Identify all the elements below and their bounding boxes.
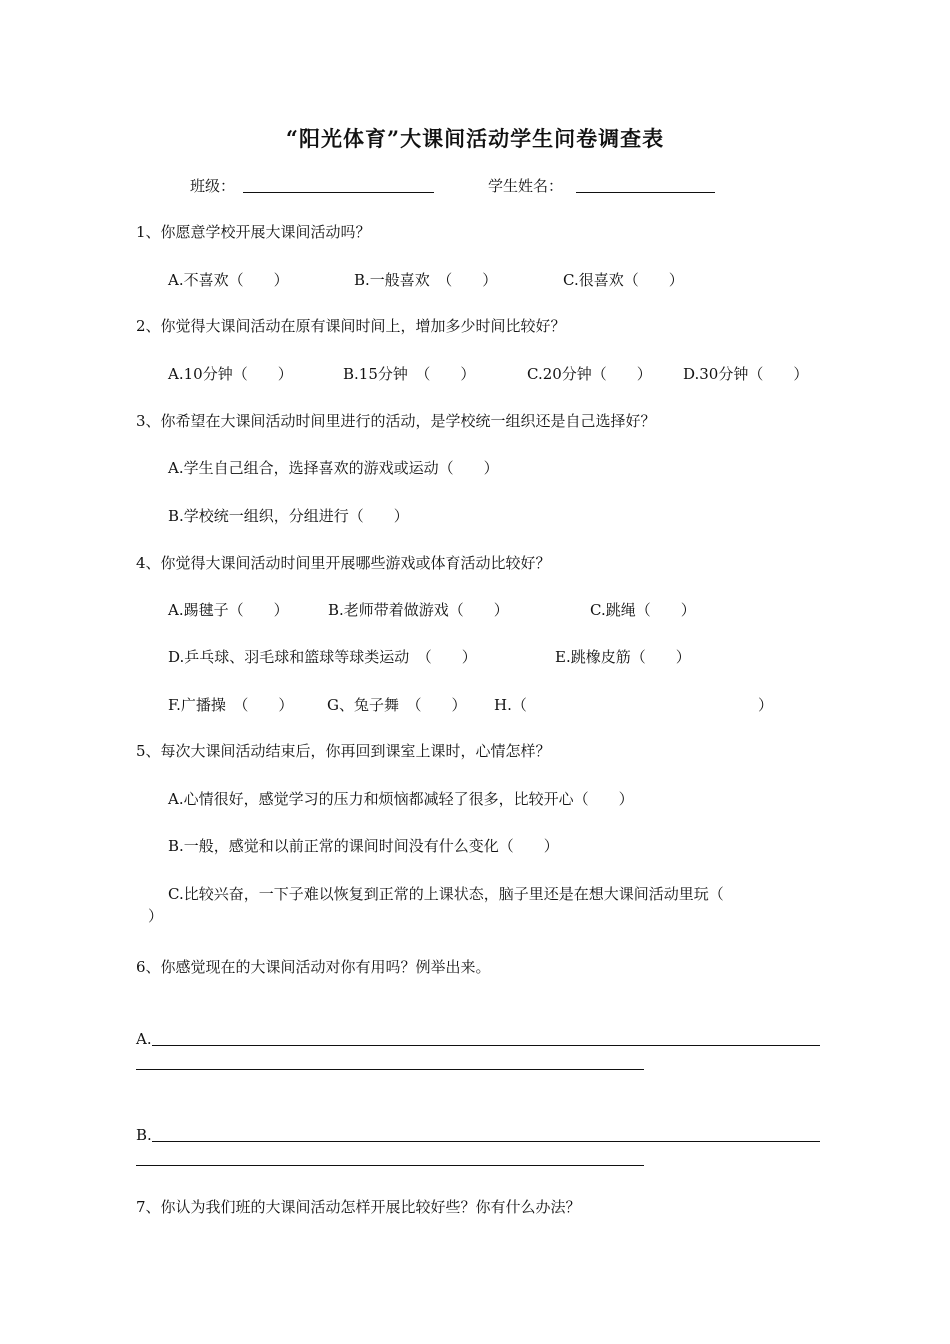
q6-answer-b-label: B. bbox=[136, 1126, 152, 1144]
q5-option-a[interactable]: A.心情很好，感觉学习的压力和烦恼都减轻了很多，比较开心（ ） bbox=[168, 790, 634, 808]
q2-option-a[interactable]: A.10分钟（ ） bbox=[168, 365, 293, 383]
page-title: “阳光体育”大课间活动学生问卷调查表 bbox=[285, 126, 665, 151]
q4-option-b[interactable]: B.老师带着做游戏（ ） bbox=[328, 601, 509, 619]
student-name-label: 学生姓名： bbox=[488, 177, 564, 195]
class-field[interactable] bbox=[243, 192, 434, 193]
q4-option-e[interactable]: E.跳橡皮筋（ ） bbox=[555, 648, 691, 666]
q4-option-h-close: ） bbox=[758, 696, 774, 714]
q6-answer-b-line-2[interactable] bbox=[136, 1165, 644, 1166]
question-3: 3、你希望在大课间活动时间里进行的活动，是学校统一组织还是自己选择好？ bbox=[136, 412, 656, 430]
question-5: 5、每次大课间活动结束后，你再回到课室上课时，心情怎样？ bbox=[136, 742, 551, 760]
question-7: 7、你认为我们班的大课间活动怎样开展比较好些？你有什么办法？ bbox=[136, 1198, 581, 1216]
class-label: 班级： bbox=[190, 177, 236, 195]
q4-option-f[interactable]: F.广播操 （ ） bbox=[168, 696, 294, 714]
q2-option-c[interactable]: C.20分钟（ ） bbox=[527, 365, 652, 383]
q1-option-a[interactable]: A.不喜欢（ ） bbox=[168, 271, 289, 289]
q2-option-b[interactable]: B.15分钟 （ ） bbox=[343, 365, 476, 383]
q2-option-d[interactable]: D.30分钟（ ） bbox=[683, 365, 809, 383]
question-4: 4、你觉得大课间活动时间里开展哪些游戏或体育活动比较好？ bbox=[136, 554, 551, 572]
q5-option-b[interactable]: B.一般，感觉和以前正常的课间时间没有什么变化（ ） bbox=[168, 837, 559, 855]
q4-option-h-open[interactable]: H.（ bbox=[494, 696, 527, 714]
q4-option-g[interactable]: G、兔子舞 （ ） bbox=[327, 696, 467, 714]
q4-option-d[interactable]: D.乒乓球、羽毛球和篮球等球类运动 （ ） bbox=[168, 648, 477, 666]
student-name-field[interactable] bbox=[576, 192, 715, 193]
q4-option-c[interactable]: C.跳绳（ ） bbox=[590, 601, 696, 619]
q6-answer-a-label: A. bbox=[136, 1030, 152, 1048]
q5-option-c-continued: ） bbox=[148, 907, 164, 925]
question-6: 6、你感觉现在的大课间活动对你有用吗？例举出来。 bbox=[136, 958, 491, 976]
q1-option-b[interactable]: B.一般喜欢 （ ） bbox=[354, 271, 498, 289]
question-2: 2、你觉得大课间活动在原有课间时间上，增加多少时间比较好？ bbox=[136, 317, 566, 335]
q1-option-c[interactable]: C.很喜欢（ ） bbox=[563, 271, 684, 289]
q6-answer-a-line-1[interactable] bbox=[152, 1045, 820, 1046]
q3-option-a[interactable]: A.学生自己组合，选择喜欢的游戏或运动（ ） bbox=[168, 459, 499, 477]
q6-answer-a-line-2[interactable] bbox=[136, 1069, 644, 1070]
question-1: 1、你愿意学校开展大课间活动吗？ bbox=[136, 223, 371, 241]
q5-option-c[interactable]: C.比较兴奋，一下子难以恢复到正常的上课状态，脑子里还是在想大课间活动里玩（ bbox=[168, 885, 724, 903]
q3-option-b[interactable]: B.学校统一组织，分组进行（ ） bbox=[168, 507, 409, 525]
q4-option-a[interactable]: A.踢毽子（ ） bbox=[168, 601, 289, 619]
q6-answer-b-line-1[interactable] bbox=[152, 1141, 820, 1142]
